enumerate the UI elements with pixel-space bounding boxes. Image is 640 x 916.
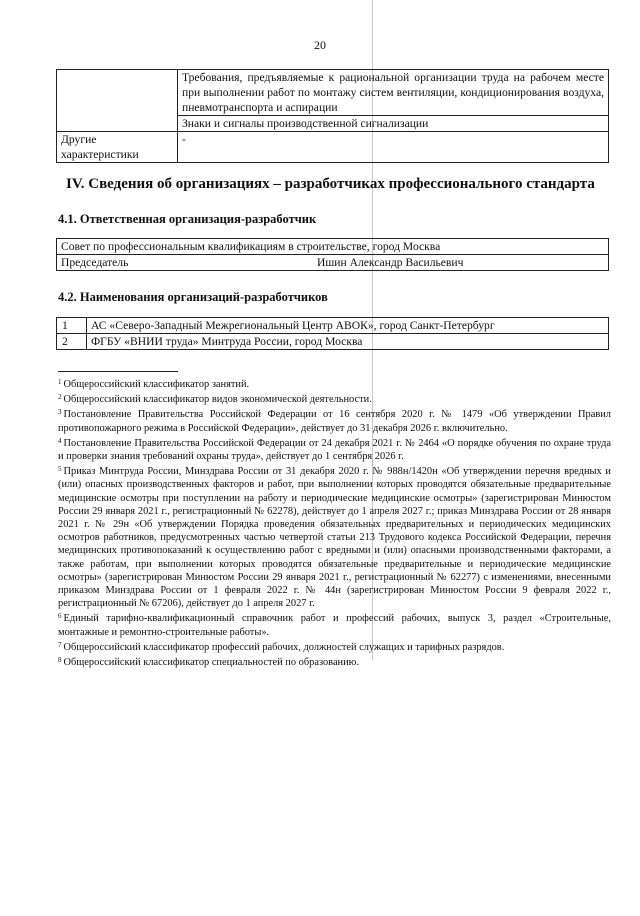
table-row [57, 334, 609, 350]
footnote-text: Общероссийский классификатор занятий. [63, 379, 250, 390]
table-row [57, 255, 609, 271]
footnote-mark: 7 [58, 640, 62, 649]
footnote [58, 406, 611, 434]
footnote-mark: 8 [58, 656, 62, 665]
footnote [58, 610, 611, 638]
subsection-heading-responsible: 4.1. Ответственная организация-разработчик [58, 212, 317, 226]
footnote-mark: 3 [58, 408, 62, 417]
responsible-org-table [56, 238, 609, 271]
footnote-mark: 5 [58, 465, 62, 474]
chair-name: Ишин Александр Васильевич [317, 256, 464, 269]
footnote-text: Общероссийский классификатор специальностей по образованию. [63, 657, 360, 669]
footnote-text: Постановление Правительства Российской Федерации от 24 декабря 2021 г. № 2464 «О порядке обучения по охране труда и проверки знания требований охраны труда», действует до 1 сентября 2026 г. [58, 437, 611, 463]
table-cell-text: - [178, 132, 609, 163]
org-name: Совет по профессиональным квалификациям в строительстве, город Москва [57, 239, 609, 255]
footnote-text: Общероссийский классификатор видов экономической деятельности. [63, 394, 372, 406]
footnote-mark: 4 [58, 436, 62, 445]
table-cell-label: Другие характеристики [57, 132, 178, 163]
footnote [58, 391, 611, 406]
footnote-text: Постановление Правительства Российской Федерации от 16 сентября 2020 г. № 1479 «Об утверждении Правил противопожарного режима в Российской Федерации», действует до 31 декабря 2026 г. включительно. [58, 409, 611, 434]
developers-table [56, 317, 609, 350]
footnotes [58, 376, 611, 669]
page-number: 20 [314, 38, 326, 52]
table-cell-text: Требования, предъявляемые к рациональной организации труда на рабочем месте при выполнении работ по монтажу систем вентиляции, кондиционирования воздуха, пневмотранспорта и аспирации [178, 70, 609, 116]
developer-name: АС «Северо-Западный Межрегиональный Центр АВОК», город Санкт-Петербург [87, 318, 609, 334]
footnote [58, 463, 611, 610]
table-cell-text: Знаки и сигналы производственной сигнализации [178, 116, 609, 132]
subsection-heading-developers: 4.2. Наименования организаций-разработчиков [58, 290, 328, 304]
chair-role: Председатель [61, 256, 129, 269]
table-row [57, 318, 609, 334]
table-row [57, 239, 609, 255]
table-cell-label [57, 70, 178, 132]
chair-cell [57, 255, 609, 271]
footnote [58, 435, 611, 463]
footnote-text: Приказ Минтруда России, Минздрава России от 31 декабря 2020 г. № 988н/1420н «Об утверждении перечня вредных и (или) опасных производственных факторов и работ, при выполнении которых проводятся обязательные предварительные медицинские осмотры при поступлении на работу и периодические медицинские осмотры» (зарегистрирован Минюстом России 29 января 2021 г., регистрационный № 62278), действует до 1 апреля 2027 г.; приказ Минздрава России от 28 января 2021 г. № 29н «Об утверждении Порядка проведения обязательных предварительных и периодических медицинских осмотров работников, предусмотренных частью четвертой статьи 213 Трудового кодекса Российской Федерации, перечня медицинских противопоказаний к осуществлению работ с вредными и (или) опасными производственными факторами, а также работам, при выполнении которых проводятся обязательные предварительные и периодические медицинские осмотры» (зарегистрирован Минюстом России 29 января 2021 г., регистрационный № 62277) с изменениями, внесенными приказом Минздрава России от 1 февраля 2022 г. № 44н (зарегистрирован Минюстом России 9 февраля 2022 г., регистрационный № 67206), действует до 1 апреля 2027 г. [58, 466, 611, 610]
footnote-separator [58, 371, 178, 372]
footnote [58, 376, 611, 391]
footnote-mark: 1 [58, 378, 62, 386]
developer-number: 1 [57, 318, 87, 334]
footnote-text: Единый тарифно-квалификационный справочник работ и профессий рабочих, выпуск 3, раздел «Строительные, монтажные и ремонтно-строительные работы». [58, 613, 611, 638]
developer-name: ФГБУ «ВНИИ труда» Минтруда России, город Москва [87, 334, 609, 350]
footnote [58, 654, 611, 669]
footnote-mark: 2 [58, 393, 62, 402]
footnote [58, 639, 611, 654]
footnote-mark: 6 [58, 612, 62, 621]
table-row [57, 132, 609, 163]
table-row [57, 70, 609, 116]
footnote-text: Общероссийский классификатор профессий рабочих, должностей служащих и тарифных разрядов. [63, 641, 505, 653]
developer-number: 2 [57, 334, 87, 350]
section-heading: IV. Сведения об организациях – разработчиках профессионального стандарта [66, 176, 595, 192]
characteristics-table [56, 69, 609, 163]
